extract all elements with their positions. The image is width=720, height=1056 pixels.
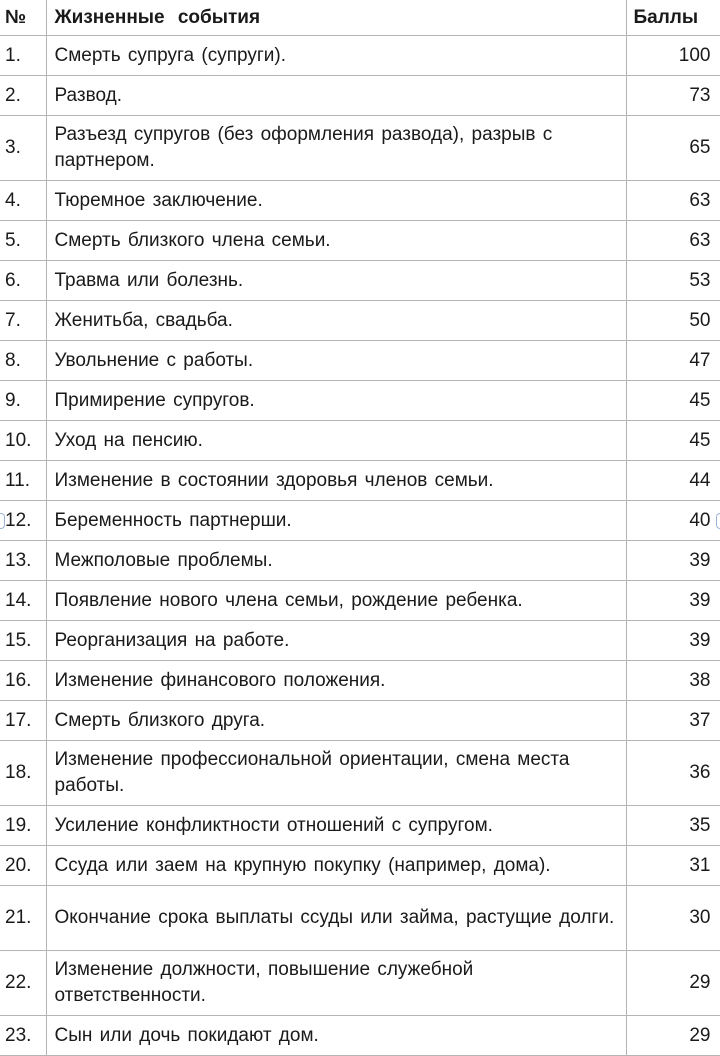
row-number: 18. (0, 741, 46, 806)
row-event: Смерть близкого друга. (46, 701, 626, 741)
row-event: Изменение должности, повышение служебной ответственности. (46, 951, 626, 1016)
row-score: 100 (626, 36, 720, 76)
row-event: Ссуда или заем на крупную покупку (например, дома). (46, 846, 626, 886)
row-number: 1. (0, 36, 46, 76)
table-row (0, 886, 720, 951)
row-number: 14. (0, 581, 46, 621)
table-row (0, 76, 720, 116)
table-row (0, 661, 720, 701)
table-row (0, 116, 720, 181)
row-number: 19. (0, 806, 46, 846)
row-score: 45 (626, 381, 720, 421)
row-score: 44 (626, 461, 720, 501)
table-row (0, 341, 720, 381)
row-number: 16. (0, 661, 46, 701)
row-number: 23. (0, 1016, 46, 1056)
row-number: 22. (0, 951, 46, 1016)
row-score: 65 (626, 116, 720, 181)
table-row (0, 951, 720, 1016)
row-number: 12. (0, 501, 46, 541)
row-event: Межполовые проблемы. (46, 541, 626, 581)
table-row (0, 581, 720, 621)
row-number: 10. (0, 421, 46, 461)
row-score: 45 (626, 421, 720, 461)
row-number: 4. (0, 181, 46, 221)
row-number: 6. (0, 261, 46, 301)
row-event: Беременность партнерши. (46, 501, 626, 541)
row-event: Увольнение с работы. (46, 341, 626, 381)
row-score: 30 (626, 886, 720, 951)
table-row (0, 501, 720, 541)
row-score: 73 (626, 76, 720, 116)
row-score: 29 (626, 1016, 720, 1056)
row-score: 37 (626, 701, 720, 741)
row-number: 17. (0, 701, 46, 741)
table-row (0, 846, 720, 886)
table-row (0, 1016, 720, 1056)
row-score: 63 (626, 221, 720, 261)
row-event: Изменение финансового положения. (46, 661, 626, 701)
row-event: Уход на пенсию. (46, 421, 626, 461)
row-event: Сын или дочь покидают дом. (46, 1016, 626, 1056)
row-event: Смерть близкого члена семьи. (46, 221, 626, 261)
row-score: 31 (626, 846, 720, 886)
row-event: Тюремное заключение. (46, 181, 626, 221)
header-score: Баллы (626, 0, 720, 36)
table-row (0, 301, 720, 341)
row-number: 3. (0, 116, 46, 181)
selection-handle-right[interactable] (716, 513, 720, 529)
row-event: Женитьба, свадьба. (46, 301, 626, 341)
table-row (0, 36, 720, 76)
selection-handle-left[interactable] (0, 513, 5, 529)
row-event: Смерть супруга (супруги). (46, 36, 626, 76)
row-event: Появление нового члена семьи, рождение ребенка. (46, 581, 626, 621)
table-row (0, 221, 720, 261)
row-score: 36 (626, 741, 720, 806)
row-number: 11. (0, 461, 46, 501)
row-event: Изменение профессиональной ориентации, смена места работы. (46, 741, 626, 806)
table-row (0, 541, 720, 581)
row-number: 8. (0, 341, 46, 381)
table-row (0, 806, 720, 846)
table-row (0, 741, 720, 806)
row-score: 39 (626, 581, 720, 621)
header-life-events: Жизненные события (46, 0, 626, 36)
row-score: 50 (626, 301, 720, 341)
row-number: 7. (0, 301, 46, 341)
row-number: 2. (0, 76, 46, 116)
row-event: Разъезд супругов (без оформления развода), разрыв с партнером. (46, 116, 626, 181)
row-number: 9. (0, 381, 46, 421)
row-score: 63 (626, 181, 720, 221)
row-event: Усиление конфликтности отношений с супругом. (46, 806, 626, 846)
row-score: 39 (626, 541, 720, 581)
row-score: 53 (626, 261, 720, 301)
header-number: № (0, 0, 46, 36)
table-row (0, 701, 720, 741)
row-event: Травма или болезнь. (46, 261, 626, 301)
row-score: 47 (626, 341, 720, 381)
row-score: 38 (626, 661, 720, 701)
row-number: 15. (0, 621, 46, 661)
row-number: 13. (0, 541, 46, 581)
row-score: 35 (626, 806, 720, 846)
row-event: Окончание срока выплаты ссуды или займа, растущие долги. (46, 886, 626, 951)
table-row (0, 261, 720, 301)
row-number: 5. (0, 221, 46, 261)
table-row (0, 621, 720, 661)
table-row (0, 181, 720, 221)
table-row (0, 421, 720, 461)
row-score: 39 (626, 621, 720, 661)
table-row (0, 381, 720, 421)
table-header-row (0, 0, 720, 36)
row-number: 20. (0, 846, 46, 886)
row-number: 21. (0, 886, 46, 951)
table-row (0, 461, 720, 501)
row-event: Изменение в состоянии здоровья членов семьи. (46, 461, 626, 501)
row-score: 29 (626, 951, 720, 1016)
row-score: 40 (626, 501, 720, 541)
row-event: Реорганизация на работе. (46, 621, 626, 661)
row-event: Примирение супругов. (46, 381, 626, 421)
row-event: Развод. (46, 76, 626, 116)
